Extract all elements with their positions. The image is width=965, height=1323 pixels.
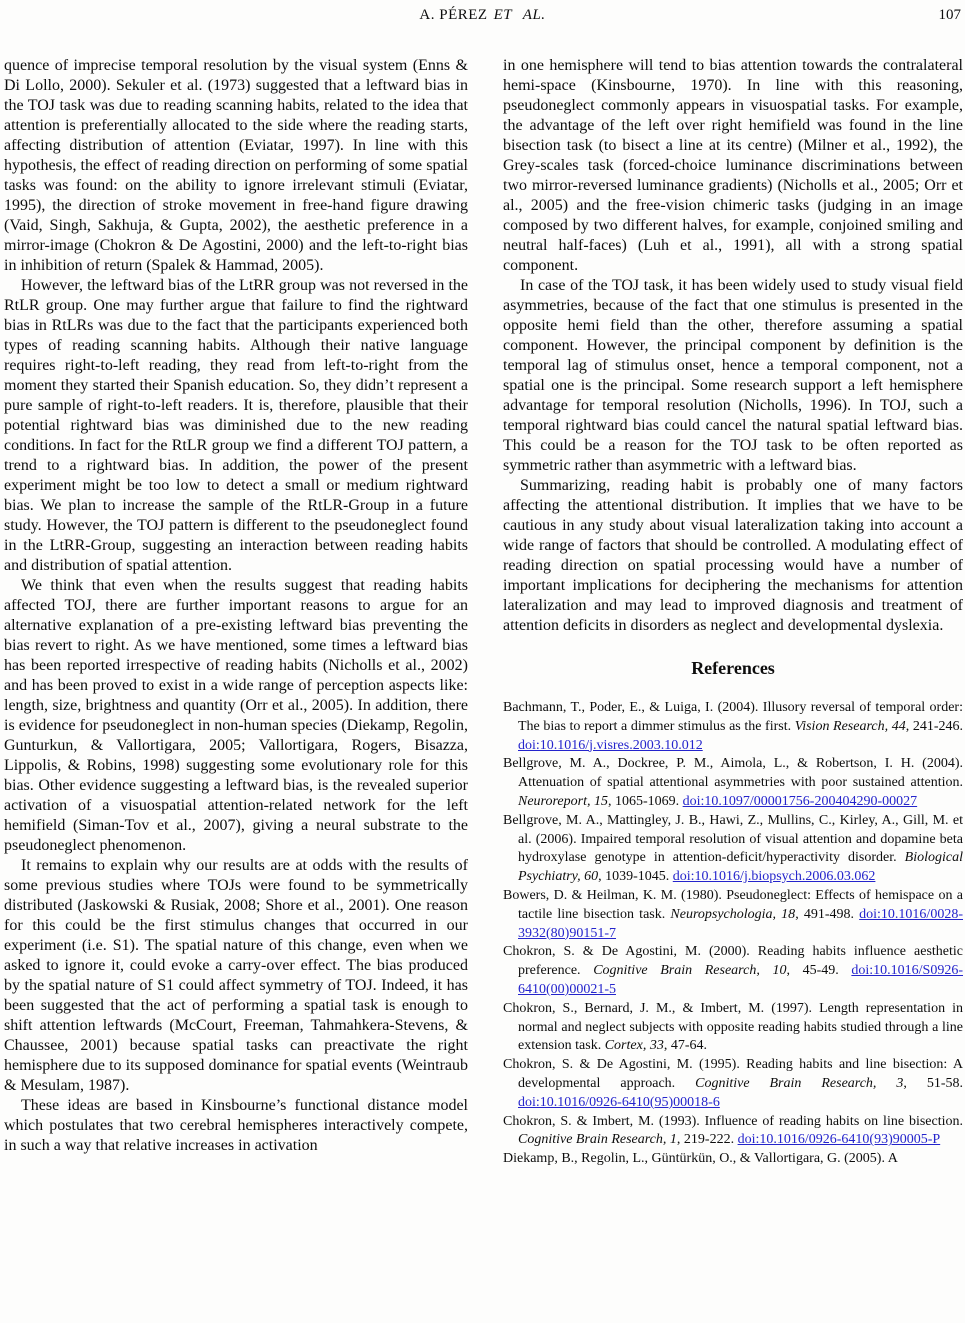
- reference-pages: , 47-64.: [663, 1038, 707, 1054]
- journal-title: Cortex, 33: [604, 1038, 664, 1054]
- references-list: [503, 699, 963, 1169]
- paragraph: quence of imprecise temporal resolution by the visual system (Enns & Di Lollo, 2000). Sekuler et al. (1973) suggested that a leftward bias in the TOJ task was due to reading scanning habits, related to the idea that attention is preferentially allocated to the side where the reading starts, affecting distribution of attention (Eviatar, 1997). In line with this hypothesis, the effect of reading direction on performing of some spatial tasks was found: on the ability to ignore irrelevant stimuli (Eviatar, 1995), the direction of stroke movement in free-hand figure drawing (Vaid, Singh, Sakhuja, & Gupta, 2002), the aesthetic preference in a mirror-image (Chokron & De Agostini, 2000) and the left-to-right bias in inhibition of return (Spalek & Hammad, 2005).: [4, 57, 468, 274]
- journal-title: Vision Research, 44: [794, 718, 906, 734]
- running-head: [0, 7, 965, 24]
- reference-item: [503, 1150, 963, 1169]
- reference-item: [503, 943, 963, 999]
- left-column: [4, 56, 468, 1323]
- reference-item: [503, 887, 963, 943]
- reference-item: [503, 1113, 963, 1151]
- reference-item: [503, 755, 963, 811]
- reference-item: [503, 1000, 963, 1056]
- doi-link[interactable]: doi:10.1016/0926-6410(93)90005-P: [737, 1132, 941, 1148]
- paragraph: These ideas are based in Kinsbourne’s functional distance model which postulates that two cerebral hemispheres interactively compete, in such a way that relative increases in activation: [4, 1097, 468, 1154]
- reference-text: Chokron, S., Bernard, J. M., & Imbert, M. (1997). Length representation in normal and neglect subjects with opposite reading habits studied through a line extension task.: [503, 1000, 963, 1054]
- reference-pages: , 1065-1069.: [607, 793, 683, 809]
- paragraph: However, the leftward bias of the LtRR group was not reversed in the RtLR group. One may further argue that failure to find the rightward bias in RtLRs was due to the fact that the participants experienced both types of reading scanning habits. Although their native language requires right-to-left reading, they read from left-to-right from the moment they started their Spanish education. So, they didn’t represent a pure sample of right-to-left readers. It is, therefore, plausible that their potential rightward bias was diminished due to the new reading conditions. In fact for the RtLR group we find a different TOJ pattern, a trend to a rightward bias. In addition, the power of the present experiment might be too low to detect a small or medium rightward bias. We plan to increase the sample of the RtLR-Group in a future study. However, the TOJ pattern is different to the pseudoneglect found in the LtRR-Group, suggesting an interaction between reading habits and distribution of spatial attention.: [4, 277, 468, 574]
- reference-item: [503, 812, 963, 887]
- reference-pages: , 1039-1045.: [598, 869, 673, 885]
- journal-title: Neuropsychologia, 18: [670, 906, 796, 922]
- reference-pages: , 219-222.: [676, 1132, 738, 1148]
- running-head-author: A. PÉREZ: [419, 7, 488, 23]
- journal-title: Cognitive Brain Research, 1: [518, 1132, 677, 1148]
- reference-pages: , 241-246.: [905, 718, 963, 734]
- running-head-etal: ET AL.: [493, 7, 546, 23]
- doi-link[interactable]: doi:10.1097/00001756-200404290-00027: [682, 793, 918, 809]
- reference-text: Bachmann, T., Poder, E., & Luiga, I. (2004). Illusory reversal of temporal order: The bias to report a dimmer stimulus as the first.: [503, 700, 963, 734]
- page-header: [0, 7, 965, 27]
- reference-pages: , 491-498.: [795, 906, 860, 922]
- doi-link[interactable]: doi:10.1016/0028-3932(80)90151-7: [518, 906, 963, 941]
- reference-text: Chokron, S. & De Agostini, M. (1995). Reading habits and line bisection: A developmental approach.: [503, 1057, 963, 1091]
- two-column-body: [4, 56, 963, 1323]
- paragraph: in one hemisphere will tend to bias attention towards the contralateral hemi-space (Kinsbourne, 1970). In line with this reasoning, pseudoneglect commonly appears in visuospatial tasks. For example, the advantage of the left over right hemifield was found in the line bisection task (to bisect a line at its centre) (Milner et al., 1992), the Grey-scales task (forced-choice luminance discriminations between two mirror-reversed luminance gradients) (Nicholls et al., 2005; Orr et al., 2005) and the free-vision chimeric tasks (judging in an image composed by two different halves, for example, conjoined smiling and neutral half-faces) (Luh et al., 1991), all with a strong spatial component.: [503, 57, 963, 274]
- reference-pages: , 51-58.: [903, 1075, 963, 1091]
- reference-text: Bowers, D. & Heilman, K. M. (1980). Pseudoneglect: Effects of hemispace on a tactile line bisection task.: [503, 887, 963, 922]
- reference-item: [503, 1056, 963, 1112]
- journal-title: Neuroreport, 15: [518, 793, 608, 809]
- reference-text: Diekamp, B., Regolin, L., Güntürkün, O., & Vallortigara, G. (2005). A: [503, 1151, 898, 1167]
- doi-link[interactable]: doi:10.1016/0926-6410(95)00018-6: [518, 1094, 720, 1110]
- journal-title: Biological Psychiatry, 60: [518, 850, 963, 885]
- reference-text: Chokron, S. & Imbert, M. (1993). Influence of reading habits on line bisection.: [503, 1113, 963, 1129]
- paragraph: We think that even when the results suggest that reading habits affected TOJ, there are further important reasons to argue for an alternative explanation of a pre-existing leftward bias preventing the bias revert to right. As we have mentioned, some times a leftward bias has been reported irrespective of reading habits (Nicholls et al., 2002) and has been proved to exist in a wide range of perception aspects like: length, size, brightness and quantity (Orr et al., 2005). In addition, there is evidence for pseudoneglect in non-human species (Diekamp, Regolin, Gunturkun, & Vallortigara, 2005; Vallortigara, Rogers, Bisazza, Lippolis, & Robins, 1998) suggesting some evolutionary role for this bias. Other evidence suggesting a leftward bias, is the revealed superior activation of a visuospatial attention-related network for the left hemifield (Siman-Tov et al., 2007), giving a neural substrate to the pseudoneglect phenomenon.: [4, 577, 468, 854]
- paragraph: In case of the TOJ task, it has been widely used to study visual field asymmetries, because of the fact that one stimulus is presented in the opposite hemi field than the other, therefore assuming a spatial component. However, the principal component by definition is the temporal lag of stimulus onset, hence a temporal component, not a spatial one is the principal. Some research support a left hemisphere advantage for temporal resolution (Nicholls, 1996). In TOJ, such a temporal rightward bias could cancel the natural spatial leftward bias. This could be a reason for the TOJ task to be often reported as symmetric rather than asymmetric with a leftward bias.: [503, 277, 963, 474]
- reference-item: [503, 699, 963, 755]
- reference-text: Bellgrove, M. A., Mattingley, J. B., Hawi, Z., Mullins, C., Kirley, A., Gill, M. et al. (2006). Impaired temporal resolution of visual attention and dopamine beta hydroxylase genotype in attention-deficit/hyperactivity disorder.: [503, 812, 963, 866]
- reference-pages: , 45-49.: [786, 963, 852, 979]
- paragraph: It remains to explain why our results are at odds with the results of some previous studies where TOJs were found to be symmetrically distributed (Jaskowski & Rusiak, 2008; Shore et al., 2001). One reason for this could be the first stimulus changes that occurred in our experiment (i.e. S1). The spatial nature of this change, even when we asked to ignore it, could evoke a carry-over effect. The bias produced by the spatial nature of S1 could affect symmetry of TOJ. Indeed, it has been suggested that the act of performing a spatial task is enough to shift attention leftwards (McCourt, Freeman, Tahmahkera-Stevens, & Chaussee, 2001) because spatial tasks can preactivate the right hemisphere due to its supposed dominance for spatial events (Weintraub & Mesulam, 1987).: [4, 857, 468, 1094]
- journal-title: Cognitive Brain Research, 3: [695, 1075, 904, 1091]
- journal-title: Cognitive Brain Research, 10: [593, 963, 787, 979]
- doi-link[interactable]: doi:10.1016/j.visres.2003.10.012: [518, 737, 703, 753]
- right-column: [503, 56, 963, 1323]
- paragraph: Summarizing, reading habit is probably one of many factors affecting the attentional distribution. It implies that we have to be cautious in any study about visual lateralization taking into account a wide range of factors that should be controlled. A modulating effect of reading direction on spatial processing would have a number of important implications for deciphering the mechanisms for attention lateralization and may lead to improved diagnosis and treatment of attention deficits in disorders as neglect and developmental dyslexia.: [503, 477, 963, 634]
- page-number: 107: [938, 7, 961, 23]
- references-heading: References: [691, 658, 775, 678]
- reference-text: Chokron, S. & De Agostini, M. (2000). Reading habits influence aesthetic preference.: [503, 944, 963, 979]
- reference-text: Bellgrove, M. A., Dockree, P. M., Aimola, L., & Robertson, I. H. (2004). Attenuation of spatial attentional asymmetries with poor sustained attention.: [503, 756, 963, 791]
- doi-link[interactable]: doi:10.1016/S0926-6410(00)00021-5: [518, 963, 963, 997]
- doi-link[interactable]: doi:10.1016/j.biopsych.2006.03.062: [672, 869, 876, 885]
